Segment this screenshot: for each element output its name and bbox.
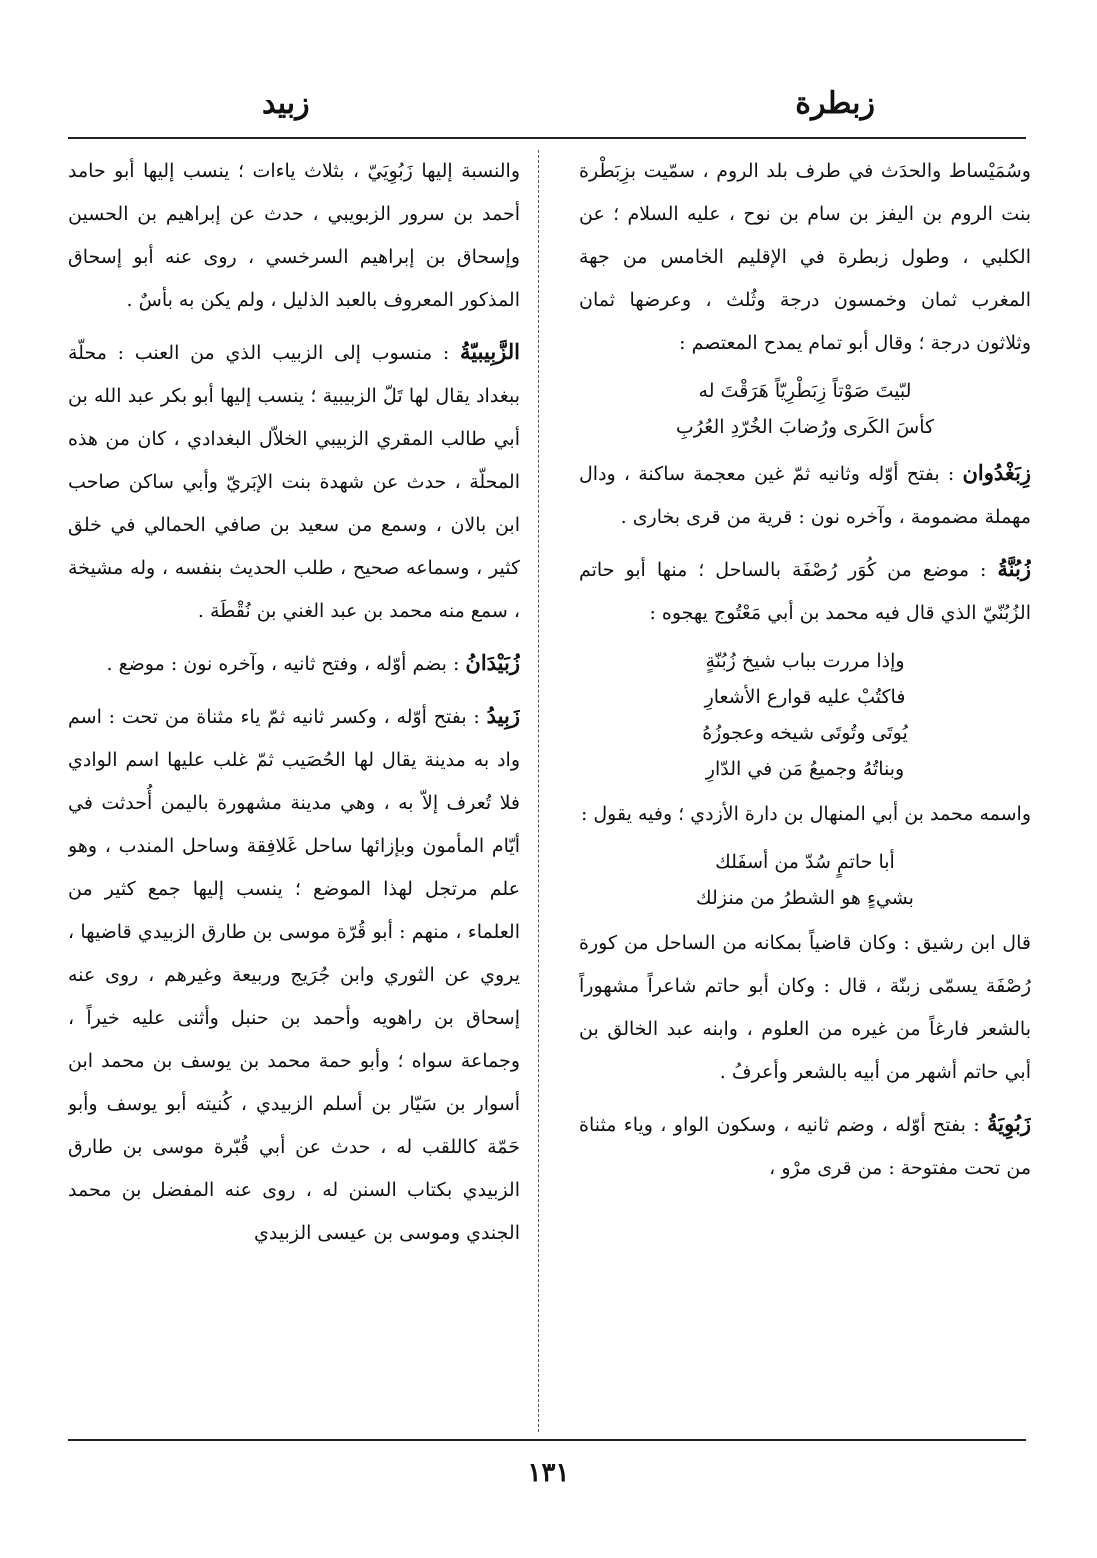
verse-line: وإذا مررت بباب شيخ زُبُنّةٍ — [705, 650, 905, 672]
verse-line: وبناتُهُ وجميعُ مَن في الدّارِ — [705, 758, 905, 780]
entry-text: : منسوب إلى الزبيب الذي من العنب : محلّة ببغداد يقال لها تَلّ الزبيبية ؛ ينسب إليها أبو بكر عبد الله بن أبي طالب المقري الزبيبي الخلاّل البغدادي ، كان من هذه المحلّة ، حدث عن شهدة بنت الإبَريّ وأبي ساكن صاحب ابن بالان ، وسمع من سعيد بن صافي الحمالي في خلق كثير ، وسماعه صحيح ، طلب الحديث بنفسه ، وله مشيخة ، سمع منه محمد بن عبد الغني بن نُقْطَة . — [68, 342, 520, 622]
verse-line: يُوتَى وتُوتَى شيخه وعجوزُهُ — [702, 722, 908, 744]
left-column — [68, 150, 520, 1432]
entry — [579, 451, 1031, 539]
header-rule — [68, 137, 1026, 139]
entry — [68, 694, 520, 1255]
paragraph: وسُمَيْساط والحدَث في طرف بلد الروم ، سمّيت بزِبَطْرة بنت الروم بن اليفز بن سام بن نوح ، عليه السلام ؛ عن الكلبي ، وطول زبطرة في الإقليم الخامس من جهة المغرب ثمان وخمسون درجة وثُلث ، وعرضها ثمان وثلاثون درجة ؛ وقال أبو تمام يمدح المعتصم : — [579, 160, 1031, 354]
verse — [579, 844, 1031, 916]
verse-line: بشيءٍ هو الشطرُ من منزلك — [696, 887, 914, 909]
entry — [68, 641, 520, 686]
running-head-right: زبطرة — [795, 86, 875, 121]
verse-line: كأسَ الكَرى ورُضابَ الخُرّدِ العُرُبِ — [675, 416, 935, 438]
running-head-left: زبيد — [262, 86, 310, 121]
entry-headword: زِبَغْدُوان — [962, 460, 1031, 485]
entry — [579, 547, 1031, 635]
verse — [579, 373, 1031, 445]
entry-headword: زَبِيدُ — [486, 703, 520, 728]
entry-text: : بفتح أوّله ، وكسر ثانيه ثمّ ياء مثناة من تحت : اسم واد به مدينة يقال لها الحُصَيب ثمّ غلب عليها اسم الوادي فلا تُعرف إلاّ به ، وهي مدينة مشهورة باليمن أُحدثت في أيّام المأمون وبإزائها ساحل غَلافِقة وساحل المندب ، وهو علم مرتجل لهذا الموضع ؛ ينسب إليها جمع كثير من العلماء ، منهم : أبو قُرّة موسى بن طارق الزبيدي قاضيها ، يروي عن الثوري وابن جُرَيج وربيعة وغيرهم ، روى عنه إسحاق بن راهويه وأحمد بن حنبل وأثنى عليه خيراً ، وجماعة سواه ؛ وأبو حمة محمد بن يوسف بن محمد ابن أسوار بن سَيّار بن أسلم الزبيدي ، كُنيته أبو يوسف وأبو حَمّة كاللقب له ، حدث عن أبي قُبّرة موسى بن طارق الزبيدي بكتاب السنن له ، روى عنه المفضل بن محمد الجندي وموسى بن عيسى الزبيدي — [68, 706, 520, 1244]
paragraph: واسمه محمد بن أبي المنهال بن دارة الأزدي ؛ وفيه يقول : — [580, 803, 1031, 825]
entry-text: : بفتح أوّله وثانيه ثمّ غين معجمة ساكنة ، ودال مهملة مضمومة ، وآخره نون : قرية من قرى بخارى . — [579, 463, 1031, 528]
verse-line: فاكتُبْ عليه قوارع الأشعارِ — [704, 686, 906, 708]
entry — [68, 330, 520, 633]
entry-headword: زُبَيْدَانُ — [465, 650, 520, 675]
verse-line: لبّيتَ صَوْتاً زِبَطْرِيّاً هَرَقْتَ له — [698, 380, 912, 402]
page-header — [0, 86, 1097, 126]
entry-headword: الزَّبِيبيّةُ — [460, 339, 520, 364]
paragraph: والنسبة إليها زَبُوِيَيّ ، بثلاث ياءات ؛ ينسب إليها أبو حامد أحمد بن سرور الزبويبي ، حدث عن إبراهيم بن الحسين وإسحاق بن إبراهيم السرخسي ، روى عنه أبو إسحاق المذكور المعروف بالعبد الذليل ، ولم يكن به بأسٌ . — [68, 160, 520, 311]
verse — [579, 643, 1031, 787]
page-number: ١٣١ — [527, 1458, 570, 1488]
entry — [579, 1102, 1031, 1190]
entry-headword: زَبُوِيَةُ — [987, 1111, 1031, 1136]
verse-line: أبا حاتمٍ سُدّ من أسفَلك — [715, 851, 895, 873]
entry-text: : بضم أوّله ، وفتح ثانيه ، وآخره نون : موضع . — [106, 653, 460, 675]
entry-text: : موضع من كُوَر رُصْفَة بالساحل ؛ منها أبو حاتم الزُبُنّيّ الذي قال فيه محمد بن أبي مَعْتُوج يهجوه : — [579, 559, 1031, 624]
right-column — [579, 150, 1031, 1432]
paragraph: قال ابن رشيق : وكان قاضياً بمكانه من الساحل من كورة رُصْفَة يسمّى زبنّة ، قال : وكان أبو حاتم شاعراً مشهوراً بالشعر فارغاً من غيره من العلوم ، وابنه عبد الخالق بن أبي حاتم أشهر من أبيه بالشعر وأعرفُ . — [579, 932, 1031, 1083]
entry-text: : بفتح أوّله ، وضم ثانيه ، وسكون الواو ، وياء مثناة من تحت مفتوحة : من قرى مرْو ، — [579, 1114, 1031, 1179]
footer-rule — [68, 1439, 1026, 1441]
entry-headword: زُبُنَّةُ — [997, 556, 1031, 581]
column-divider — [538, 150, 539, 1432]
